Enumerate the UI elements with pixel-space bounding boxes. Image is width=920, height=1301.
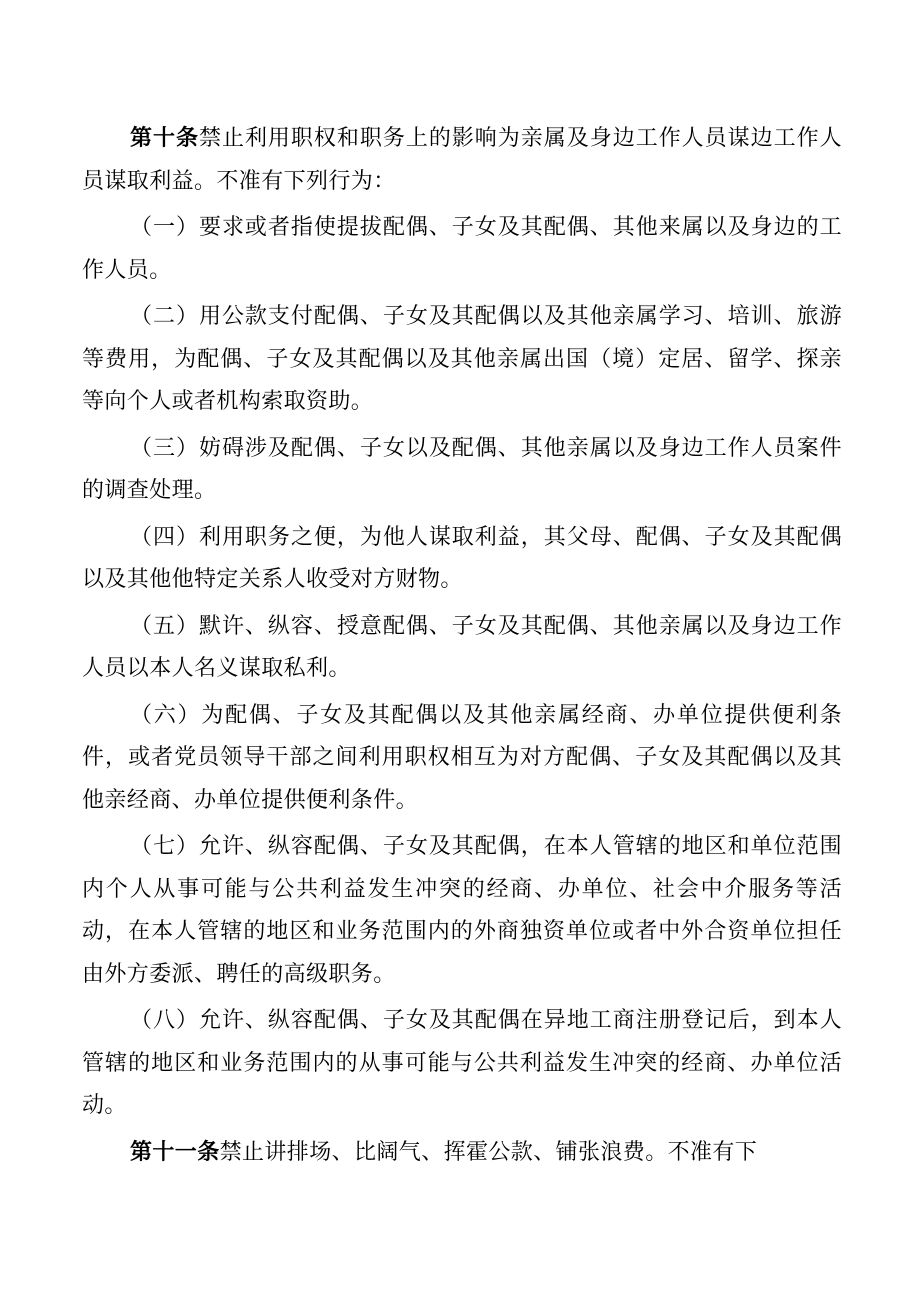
article-10-label: 第十条	[130, 126, 199, 151]
article-10-text: 禁止利用职权和职务上的影响为亲属及身边工作人员谋边工作人员谋取利益。不准有下列行为：	[82, 126, 843, 194]
article-10-item-6: （六）为配偶、子女及其配偶以及其他亲属经商、办单位提供便利条件，或者党员领导干部之间利用职权相互为对方配偶、子女及其配偶以及其他亲经商、办单位提供便利条件。	[82, 702, 842, 813]
article-10-item-1: （一）要求或者指使提拔配偶、子女及其配偶、其他来属以及身边的工作人员。	[82, 215, 842, 283]
article-10-item-2: （二）用公款支付配偶、子女及其配偶以及其他亲属学习、培训、旅游等费用，为配偶、子女及其配偶以及其他亲属出国（境）定居、留学、探亲等向个人或者机构索取资助。	[82, 304, 842, 414]
article-10-item-4: （四）利用职务之便，为他人谋取利益，其父母、配偶、子女及其配偶以及其他他特定关系人收受对方财物。	[82, 524, 842, 592]
document-page	[82, 118, 842, 1178]
article-10-item-7: （七）允许、纵容配偶、子女及其配偶，在本人管辖的地区和单位范围内个人从事可能与公共利益发生冲突的经商、办单位、社会中介服务等活动，在本人管辖的地区和业务范围内的外商独资单位或者中外合资单位担任由外方委派、聘任的高级职务。	[82, 834, 842, 987]
article-10-item-8: （八）允许、纵容配偶、子女及其配偶在异地工商注册登记后，到本人管辖的地区和业务范围内的从事可能与公共利益发生冲突的经商、办单位活动。	[82, 1008, 842, 1118]
article-10-item-5: （五）默许、纵容、授意配偶、子女及其配偶、其他亲属以及身边工作人员以本人名义谋取私利。	[82, 613, 842, 681]
article-11-paragraph	[82, 1132, 842, 1175]
article-10-item-3: （三）妨碍涉及配偶、子女以及配偶、其他亲属以及身边工作人员案件的调查处理。	[82, 435, 842, 503]
article-11-label: 第十一条	[130, 1139, 220, 1165]
article-10-paragraph	[82, 118, 842, 203]
article-11-text: 禁止讲排场、比阔气、挥霍公款、铺张浪费。不准有下	[219, 1139, 758, 1165]
